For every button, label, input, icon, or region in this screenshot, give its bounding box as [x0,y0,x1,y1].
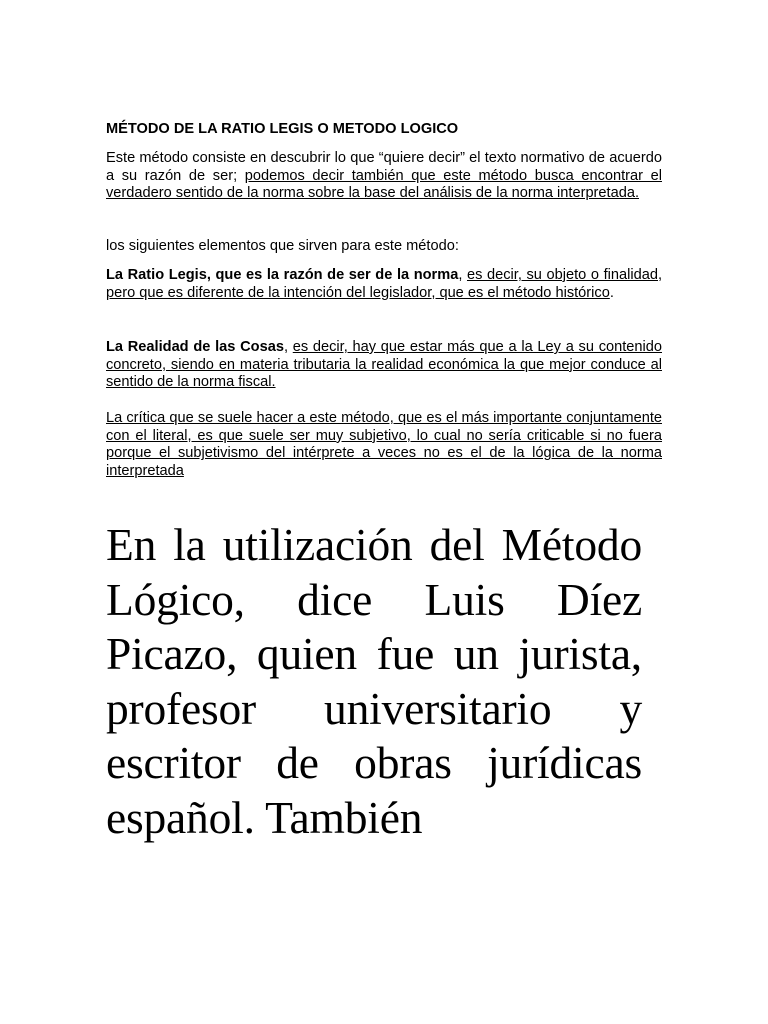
realidad-cosas-term: La Realidad de las Cosas [106,339,284,355]
realidad-cosas-explanation: es decir, hay que estar más que a la Ley a su contenido concreto, siendo en materia tributaria la realidad económica la que mejor conduce al sentido de la norma fiscal. [106,339,662,391]
ratio-legis-separator: , [458,267,467,283]
critica-text: La crítica que se suele hacer a este método, que es el más importante conjuntamente con el literal, es que suele ser muy subjetivo, lo cual no sería criticable si no fuera porque el subjetivismo del intérprete a veces no es el de la lógica de la norma interpretada [106,410,662,479]
realidad-cosas-separator: , [283,339,293,355]
large-serif-paragraph: En la utilización del Método Lógico, dice Luis Díez Picazo, quien fue un jurista, profesor universitario y escritor de obras jurídicas español. También [106,519,642,843]
definition-text: Este método consiste en descubrir lo que “quiere decir” el texto normativo de acuerdo a su razón de ser; [106,150,662,184]
definition-underlined-text: podemos decir también que este método busca encontrar el verdadero sentido de la norma sobre la base del análisis de la norma interpretada. [106,167,662,202]
ratio-legis-explanation: es decir, su objeto o finalidad, pero que es diferente de la intención del legislador, que es el método histórico [106,267,662,301]
paragraph-ratio-legis [106,267,662,302]
paragraph-realidad-cosas [106,339,662,392]
section-heading: MÉTODO DE LA RATIO LEGIS O METODO LOGICO [106,121,459,137]
paragraph-critica [106,410,662,480]
paragraph-elements-intro: los siguientes elementos que sirven para este método: [106,238,459,254]
ratio-legis-period: . [609,284,614,301]
ratio-legis-term: La Ratio Legis, que es la razón de ser de la norma [106,267,459,283]
paragraph-definition [106,150,662,203]
